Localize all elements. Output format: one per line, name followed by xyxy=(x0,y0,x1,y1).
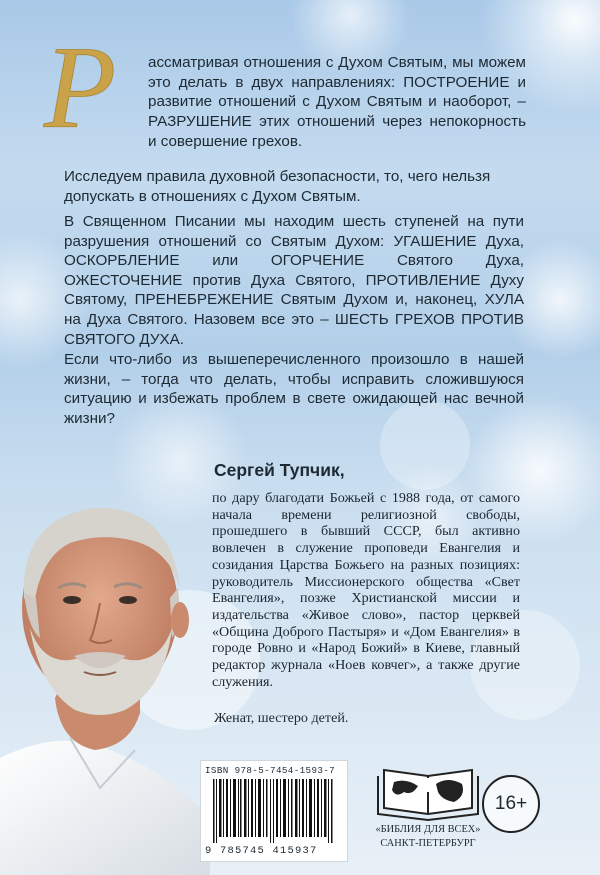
six-steps-paragraph: В Священном Писании мы находим шесть ступеней на пути разрушения отношений со Святым Духом: УГАШЕНИЕ Духа, ОСКОРБЛЕНИЕ или ОГОРЧЕНИЕ Святого Духа, ОЖЕСТОЧЕНИЕ против Духа Святого, ПРОТИВЛЕНИЕ Духу Святому, ПРЕНЕБРЕЖЕНИЕ Святым Духом и, наконец, ХУЛА на Духа Святого. Назовем все это – ШЕСТЬ ГРЕХОВ ПРОТИВ СВЯТОГО ДУХА. xyxy=(64,213,524,348)
drop-cap-letter xyxy=(40,35,134,145)
publisher-city: САНКТ-ПЕТЕРБУРГ xyxy=(380,838,476,849)
author-bio: по дару благодати Божьей с 1988 года, от самого начала времени религиозной свободы, прошедшего в бывший СССР, был активно вовлечен в служение проповеди Евангелия и созидания Царства Божьего на разных позициях: руководитель Миссионерского общества «Свет Евангелия», позже Христианской миссии и издательства «Живое слово», пастор церквей «Община Доброго Пастыря» и «Дом Евангелия» в городе Ровно и «Народ Божий» в Киеве, главный редактор журнала «Ноев ковчег», а также другие служения. xyxy=(212,490,520,690)
safety-paragraph: Исследуем правила духовной безопасности, то, чего нельзя допускать в отношениях с Духом Святым. xyxy=(64,168,491,205)
barcode-bars xyxy=(207,779,341,843)
author-family: Женат, шестеро детей. xyxy=(214,710,349,726)
isbn-text: ISBN 978-5-7454-1593-7 xyxy=(205,765,336,776)
publisher-logo xyxy=(368,762,488,862)
intro-paragraph: ассматривая отношения с Духом Святым, мы можем это делать в двух направлениях: ПОСТРОЕНИЕ и развитие отношений с Духом Святым и наоборот, – РАЗРУШЕНИЕ этих отношений через непокорность и совершение грехов. xyxy=(148,54,526,150)
author-name: Сергей Тупчик, xyxy=(214,460,345,480)
author-portrait xyxy=(0,488,210,875)
open-bible-icon xyxy=(368,762,488,822)
age-rating-badge: 16+ xyxy=(482,775,540,833)
drop-cap-glyph: Р xyxy=(44,35,117,145)
question-paragraph: Если что-либо из вышеперечисленного произошло в нашей жизни, – тогда что делать, чтобы исправить сложившуюся ситуацию и избежать проблем в свете ожидающей нас вечной жизни? xyxy=(64,351,524,427)
publisher-name: «БИБЛИЯ ДЛЯ ВСЕХ» xyxy=(375,824,481,835)
barcode-number: 9 785745 415937 xyxy=(205,845,318,857)
isbn-barcode xyxy=(200,760,348,862)
